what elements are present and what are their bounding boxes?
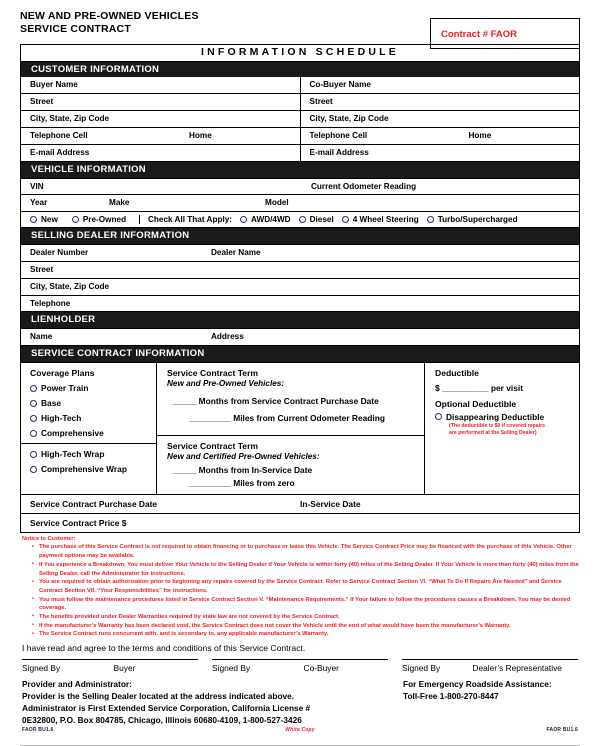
term-new-subtitle: New and Pre-Owned Vehicles: — [167, 378, 285, 388]
title-line-2: SERVICE CONTRACT — [20, 23, 131, 36]
term-certified-title: Service Contract Term — [167, 441, 259, 452]
radio-circle-icon — [72, 216, 79, 223]
table-row — [21, 295, 579, 312]
in-service-date-field[interactable]: In-Service Date — [300, 499, 361, 510]
year-label: Year — [30, 198, 48, 208]
term-new-miles-field[interactable]: _________ Miles from Current Odometer Reading — [189, 413, 385, 424]
term-certified-preowned — [157, 435, 424, 494]
provider-title: Provider and Administrator: — [22, 679, 132, 689]
radio-4-wheel-steering[interactable] — [342, 215, 419, 224]
radio-circle-icon — [435, 413, 442, 420]
radio-comprehensive-label: Comprehensive — [41, 428, 104, 439]
radio-circle-icon — [30, 466, 37, 473]
service-contract-price-row — [21, 513, 579, 532]
footer-code-right: FAOR BU1.6 — [546, 727, 578, 734]
lienholder-address-label: Address — [211, 332, 244, 342]
signature-line — [402, 659, 578, 661]
vehicle-information-band: VEHICLE INFORMATION — [21, 161, 579, 178]
radio-circle-icon — [240, 216, 247, 223]
notice-to-customer-list — [20, 543, 580, 639]
vehicle-year-make-model-field[interactable] — [21, 195, 579, 211]
contract-dates-row — [21, 494, 579, 513]
radio-circle-icon — [30, 451, 37, 458]
contract-number-box[interactable] — [430, 18, 580, 49]
signature-labels — [22, 663, 198, 673]
table-row — [21, 194, 579, 211]
service-contract-grid — [21, 362, 579, 494]
radio-comprehensive-wrap-label: Comprehensive Wrap — [41, 464, 127, 475]
coverage-plans-column — [21, 363, 156, 494]
table-row — [21, 261, 579, 278]
service-contract-information-band: SERVICE CONTRACT INFORMATION — [21, 345, 579, 362]
signature-role-label: Buyer — [113, 663, 136, 673]
check-all-that-apply-label: Check All That Apply: — [148, 215, 233, 225]
buyer-name-field[interactable]: Buyer Name — [30, 80, 78, 90]
deductible-box — [425, 363, 579, 443]
signature-labels — [212, 663, 388, 673]
radio-awd-4wd[interactable] — [240, 215, 291, 224]
radio-circle-icon — [30, 385, 37, 392]
roadside-assistance-block — [403, 678, 578, 726]
signed-by-label: Signed By — [402, 663, 441, 673]
radio-circle-icon — [30, 430, 37, 437]
table-row — [21, 77, 579, 93]
deductible-column — [424, 363, 579, 494]
dealer-city-state-zip-field[interactable]: City, State, Zip Code — [30, 281, 109, 291]
provider-line-3: 0E32800, P.O. Box 804785, Chicago, Illinois 60680-4109, 1-800-527-3426 — [22, 715, 302, 726]
customer-information-section — [20, 61, 580, 534]
provider-line-2: Administrator is First Extended Service Corporation, California License # — [22, 703, 311, 714]
term-new-preowned — [157, 363, 424, 435]
buyer-street-field[interactable]: Street — [30, 97, 54, 107]
roadside-title: For Emergency Roadside Assistance: — [403, 679, 552, 689]
footer-code-left: FAOR BU1.6 — [22, 727, 54, 734]
term-new-title: Service Contract Term — [167, 368, 259, 379]
dealer-telephone-field[interactable]: Telephone — [30, 298, 71, 308]
provider-roadside-section — [20, 673, 580, 726]
lienholder-band: LIENHOLDER — [21, 311, 579, 328]
roadside-phone: Toll-Free 1-800-270-8447 — [403, 691, 499, 702]
contract-number: Contract # FAOR — [441, 29, 518, 40]
dealer-street-field[interactable]: Street — [30, 264, 54, 274]
customer-information-band: CUSTOMER INFORMATION — [21, 62, 579, 78]
provider-administrator-block — [22, 678, 403, 726]
buyer-telephone-home-label: Home — [189, 130, 212, 140]
table-row — [21, 127, 579, 144]
radio-awd-4wd-label: AWD/4WD — [251, 215, 291, 225]
cobuyer-street-field[interactable]: Street — [300, 94, 580, 110]
table-row — [21, 93, 579, 110]
list-item: • You must follow the maintenance procedures listed in Service Contract Section V. “Maintenance Requirements.” If Your failure to follow the procedures causes a Breakdown, You may be denied coverage. — [32, 596, 580, 613]
deductible-amount-field[interactable]: $ __________ per visit — [435, 383, 524, 394]
provider-line-1: Provider is the Selling Dealer located at the address indicated above. — [22, 691, 295, 702]
make-label: Make — [109, 198, 130, 208]
title-line-1: NEW AND PRE-OWNED VEHICLES — [20, 10, 199, 22]
radio-circle-icon — [427, 216, 434, 223]
radio-circle-icon — [30, 400, 37, 407]
radio-turbo-supercharged-label: Turbo/Supercharged — [437, 215, 518, 225]
lienholder-name-label: Name — [30, 332, 53, 342]
cobuyer-telephone-cell-field[interactable] — [300, 128, 580, 144]
term-certified-miles-field[interactable]: _________ Miles from zero — [189, 478, 295, 489]
radio-power-train[interactable] — [30, 383, 156, 393]
vin-field[interactable] — [21, 179, 579, 195]
radio-new-label: New — [41, 215, 58, 225]
dealer-number-label: Dealer Number — [30, 248, 89, 258]
radio-diesel[interactable] — [299, 215, 334, 224]
buyer-email-field[interactable]: E-mail Address — [30, 147, 90, 157]
list-item: • The benefits provided under Dealer Warranties required by state law are not covered by the Service Contract. — [32, 613, 580, 622]
table-row — [21, 110, 579, 127]
vehicle-options-row — [21, 211, 579, 227]
signed-by-label: Signed By — [212, 663, 251, 673]
selling-dealer-information-band: SELLING DEALER INFORMATION — [21, 227, 579, 244]
signature-buyer[interactable] — [22, 659, 198, 673]
form-header — [20, 10, 580, 44]
radio-circle-icon — [342, 216, 349, 223]
footer-copy-label: White Copy — [285, 727, 315, 734]
radio-comprehensive[interactable] — [30, 428, 156, 438]
model-label: Model — [265, 198, 289, 208]
cobuyer-city-state-zip-field[interactable]: City, State, Zip Code — [300, 111, 580, 127]
coverage-plans-title: Coverage Plans — [30, 368, 95, 379]
term-new-months-field[interactable]: _____ Months from Service Contract Purchase Date — [173, 396, 379, 407]
radio-high-tech-label: High-Tech — [41, 413, 82, 424]
dealer-name-label: Dealer Name — [211, 248, 261, 258]
signature-line — [212, 659, 388, 661]
service-contract-price-field[interactable]: Service Contract Price $ — [30, 518, 127, 529]
list-item: • If You experience a Breakdown, You must deliver Your Vehicle to the Selling Dealer if Your Vehicle is within forty (40) miles of the Selling Dealer. If Your Vehicle is more than forty (40) miles from the Selling Dealer, call the Administrator for instructions. — [32, 561, 580, 578]
signature-labels — [402, 663, 578, 673]
information-schedule-banner: INFORMATION SCHEDULE — [20, 44, 580, 61]
optional-deductible-title: Optional Deductible — [435, 399, 517, 410]
lienholder-name-field[interactable] — [21, 329, 579, 345]
signature-cobuyer[interactable] — [212, 659, 388, 673]
cobuyer-telephone-cell-label: Telephone Cell — [309, 130, 368, 140]
radio-circle-icon — [299, 216, 306, 223]
signature-section — [20, 655, 580, 673]
radio-base[interactable] — [30, 398, 156, 408]
table-row — [21, 244, 579, 261]
list-item: • If the manufacturer’s Warranty has been declared void, the Service Contract does not cover the Vehicle until the end of what would have been the manufacturer’s Warranty. — [32, 622, 580, 631]
table-row — [21, 278, 579, 295]
page-title — [20, 10, 199, 37]
deductible-fine-print-line-1: (The deductible is $0 if covered repairs — [449, 423, 546, 430]
radio-circle-icon — [30, 415, 37, 422]
cobuyer-telephone-home-label: Home — [468, 130, 492, 140]
radio-new[interactable] — [30, 215, 58, 224]
signature-role-label: Dealer’s Representative — [472, 663, 562, 673]
service-contract-term-column — [156, 363, 424, 494]
vin-label: VIN — [30, 181, 44, 191]
table-row — [21, 144, 579, 161]
list-item: • The purchase of this Service Contract is not required to obtain financing or to purchase or lease this Vehicle. The Service Contract Price may be financed with the purchase of this Vehicle. Other payment options may be available. — [32, 543, 580, 560]
signature-role-label: Co-Buyer — [303, 663, 339, 673]
odometer-label: Current Odometer Reading — [311, 181, 417, 191]
dealer-number-field[interactable] — [21, 245, 579, 261]
radio-base-label: Base — [41, 398, 62, 409]
radio-comprehensive-wrap[interactable] — [30, 464, 156, 474]
radio-high-tech[interactable] — [30, 413, 156, 423]
radio-circle-icon — [30, 216, 37, 223]
buyer-telephone-cell-field[interactable] — [21, 128, 300, 144]
deductible-title: Deductible — [435, 368, 479, 379]
signature-dealer-representative[interactable] — [402, 659, 578, 673]
radio-turbo-supercharged[interactable] — [427, 215, 518, 224]
vehicle-condition-group — [21, 215, 139, 224]
agreement-statement: I have read and agree to the terms and conditions of this Service Contract. — [22, 643, 306, 653]
coverage-plans-primary — [21, 363, 156, 443]
radio-pre-owned-label: Pre-Owned — [82, 215, 127, 225]
coverage-plans-wrap — [21, 443, 156, 479]
radio-power-train-label: Power Train — [41, 383, 89, 394]
cobuyer-name-field[interactable]: Co-Buyer Name — [300, 77, 580, 93]
list-item: • You are required to obtain authorization prior to beginning any repairs covered by the Service Contract. Refer to Service Contract Section VI. “What To Do If Repairs Are Needed” and Service Contract Section VII. “Your Responsibilities” for instructions. — [32, 578, 580, 595]
buyer-city-state-zip-field[interactable]: City, State, Zip Code — [30, 114, 109, 124]
radio-4-wheel-steering-label: 4 Wheel Steering — [352, 215, 419, 225]
radio-disappearing-deductible[interactable] — [435, 412, 579, 422]
term-certified-subtitle: New and Certified Pre-Owned Vehicles: — [167, 451, 320, 461]
table-row — [21, 328, 579, 345]
notice-to-customer-heading: Notice to Customer: — [22, 536, 76, 543]
radio-diesel-label: Diesel — [309, 215, 334, 225]
radio-pre-owned[interactable] — [72, 215, 126, 224]
radio-disappearing-deductible-label: Disappearing Deductible — [446, 412, 545, 423]
table-row — [21, 178, 579, 195]
buyer-telephone-cell-label: Telephone Cell — [30, 130, 88, 140]
vehicle-features-group — [139, 215, 579, 224]
cobuyer-email-field[interactable]: E-mail Address — [300, 145, 580, 161]
deductible-fine-print-line-2: are performed at the Selling Dealer) — [449, 430, 537, 437]
signature-line — [22, 659, 198, 661]
radio-high-tech-wrap[interactable] — [30, 449, 156, 459]
term-certified-months-field[interactable]: _____ Months from In-Service Date — [173, 465, 313, 476]
radio-high-tech-wrap-label: High-Tech Wrap — [41, 449, 105, 460]
list-item: • The Service Contract runs concurrent with, and is secondary to, any applicable manufacturer’s Warranty. — [32, 630, 580, 639]
signed-by-label: Signed By — [22, 663, 61, 673]
service-contract-purchase-date-field[interactable]: Service Contract Purchase Date — [30, 499, 158, 510]
